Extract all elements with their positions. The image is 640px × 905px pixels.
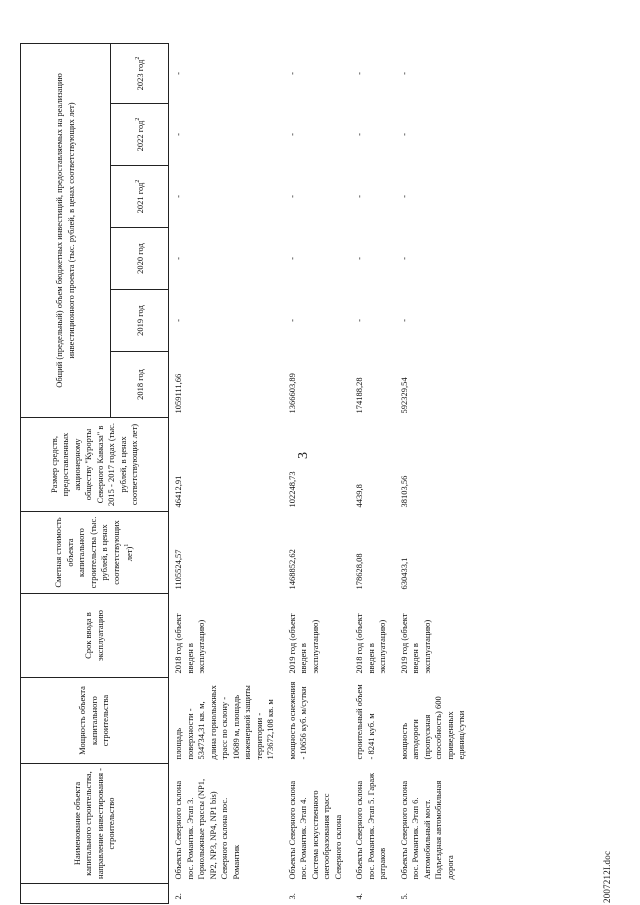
row-y2023: - bbox=[286, 72, 297, 75]
row-funds: 4439,8 bbox=[354, 484, 364, 508]
row-name: Объекты Северного склона пос. Романтик. Этап 6. Автомобильный мост. Подъездная автомобильная дорога bbox=[398, 780, 455, 880]
header-estimate: Сметная стоимость объекта капитального строительства (тыс. рублей, в ценах соответствующих лет)$^1$ bbox=[21, 512, 169, 594]
row-name: Объекты Северного склона пос. Романтик. Этап 4. Система искусственного снегообразования трасс Северного склона bbox=[286, 780, 343, 880]
table-row bbox=[169, 43, 283, 903]
row-y2022: - bbox=[286, 133, 297, 136]
row-y2023: - bbox=[398, 72, 409, 75]
row-term: 2018 год (объект введен в эксплуатацию) bbox=[173, 613, 206, 674]
row-name: Объекты Северного склона пос. Романтик. Этап 5. Гараж ратраков bbox=[354, 772, 387, 880]
row-y2020: - bbox=[286, 257, 297, 260]
row-y2019: - bbox=[173, 319, 183, 322]
header-year-2023: 2023 год$^2$ bbox=[111, 43, 169, 103]
row-num: 5. bbox=[398, 893, 409, 900]
row-y2022: - bbox=[173, 133, 183, 136]
header-funds: Размер средств, предоставленных акционерному обществу "Курорты Северного Кавказа" в 2015 - 2017 годах (тыс. рублей, в ценах соответствующих лет) bbox=[21, 418, 169, 512]
row-term: 2019 год (объект введен в эксплуатацию) bbox=[286, 613, 320, 674]
header-term: Срок ввода в эксплуатацию bbox=[21, 594, 169, 678]
header-year-2018: 2018 год bbox=[111, 352, 169, 418]
table-row bbox=[395, 43, 474, 903]
row-y2021: - bbox=[286, 195, 297, 198]
row-y2021: - bbox=[173, 195, 183, 198]
header-year-2022: 2022 год$^2$ bbox=[111, 104, 169, 166]
page-number: 3 bbox=[296, 452, 311, 459]
row-estimate: 178628,08 bbox=[354, 553, 364, 590]
header-year-2020: 2020 год bbox=[111, 228, 169, 290]
row-y2018: 592329,54 bbox=[398, 377, 409, 414]
row-num: 3. bbox=[286, 893, 297, 900]
row-term: 2018 год (объект введен в эксплуатацию) bbox=[354, 613, 387, 674]
row-y2018: 174188,28 bbox=[354, 377, 364, 414]
header-name: Наименование объекта капитального строительства, направление инвестирования - строительство bbox=[21, 764, 169, 884]
row-estimate: 1105524,57 bbox=[173, 549, 183, 590]
row-estimate: 630433,1 bbox=[398, 557, 409, 590]
header-year-2019: 2019 год bbox=[111, 290, 169, 352]
row-name: Объекты Северного склона пос. Романтик. Этап 3. Горнолыжные трассы (NP1, NP2, NP3, NP4, NP1 bis) Северного склона пос. Романтик bbox=[173, 778, 241, 880]
row-y2020: - bbox=[354, 257, 364, 260]
row-y2020: - bbox=[398, 257, 409, 260]
row-y2023: - bbox=[354, 72, 364, 75]
header-year-2021: 2021 год$^2$ bbox=[111, 166, 169, 228]
investment-table bbox=[20, 43, 474, 904]
row-y2022: - bbox=[354, 133, 364, 136]
table-row bbox=[283, 43, 351, 903]
row-capacity: мощность оснежения - 10656 куб. м/сутки bbox=[286, 681, 308, 760]
header-budget: Общий (предельный) объем бюджетных инвестиций, предоставляемых на реализацию инвестиционного проекта (тыс. рублей, в ценах соответствующих лет) bbox=[21, 43, 111, 417]
row-y2018: 1059111,66 bbox=[173, 373, 183, 414]
row-y2019: - bbox=[354, 319, 364, 322]
row-funds: 102248,73 bbox=[286, 471, 297, 508]
row-y2022: - bbox=[398, 133, 409, 136]
row-num: 2. bbox=[173, 893, 183, 900]
header-capacity: Мощность объекта капитального строительства bbox=[21, 678, 169, 764]
row-funds: 38103,56 bbox=[398, 475, 409, 508]
row-y2019: - bbox=[286, 319, 297, 322]
table-row bbox=[350, 43, 395, 903]
document-filename: 2007212I.doc bbox=[602, 850, 612, 903]
row-capacity: мощность автодороги (пропускная способность) 600 приведенных единиц/сутки bbox=[398, 696, 466, 760]
row-y2021: - bbox=[354, 195, 364, 198]
row-y2019: - bbox=[398, 319, 409, 322]
row-funds: 46412,91 bbox=[173, 475, 183, 508]
header-num bbox=[21, 884, 169, 904]
row-capacity: площадь поверхности - 534734,31 кв. м, длина горнолыжных трасс по склону - 10689 м, площадь инженерной защиты территории - 173672,108 кв. м bbox=[173, 685, 275, 760]
row-y2023: - bbox=[173, 72, 183, 75]
row-estimate: 1468852,62 bbox=[286, 549, 297, 590]
row-term: 2019 год (объект введен в эксплуатацию) bbox=[398, 613, 432, 674]
row-y2018: 1366603,89 bbox=[286, 373, 297, 414]
row-num: 4. bbox=[354, 893, 364, 900]
row-capacity: строительный объем - 8241 куб. м bbox=[354, 684, 376, 760]
row-y2020: - bbox=[173, 257, 183, 260]
row-y2021: - bbox=[398, 195, 409, 198]
